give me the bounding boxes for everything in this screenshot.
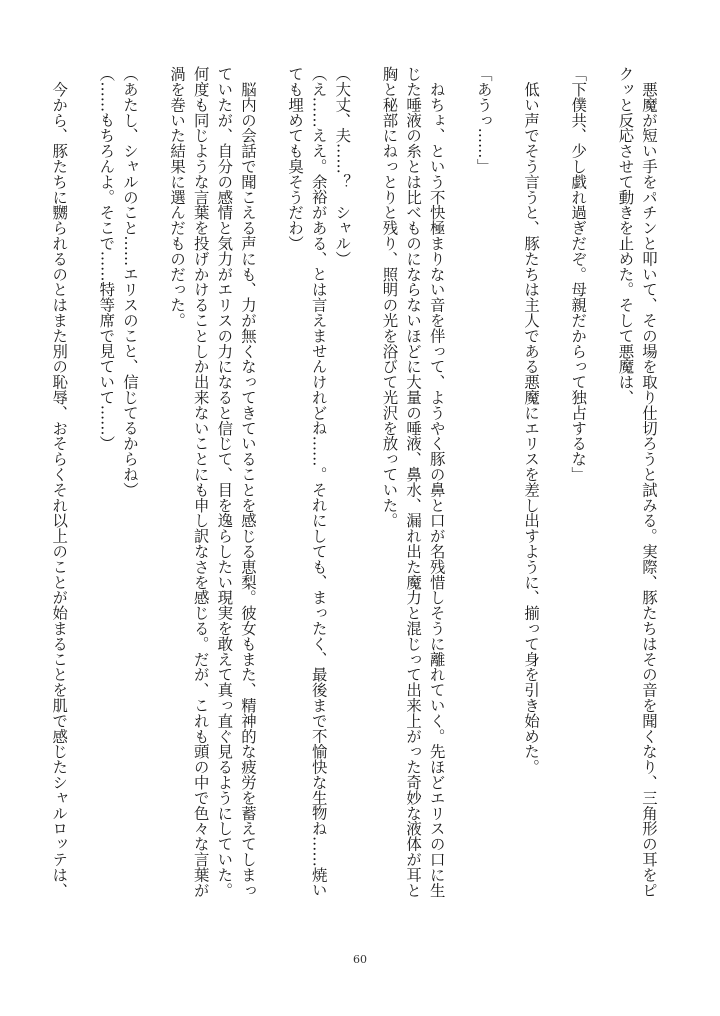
text-line: ていたが、自分の感情と気力がエリスの力になると信じて、目を逸らしたい現実を敢えて真っ直ぐ見るようにしていた。	[215, 66, 234, 898]
thought-line: （あたし、シャルのこと……エリスのこと、信じてるからね）	[120, 66, 139, 498]
vertical-text-body	[50, 66, 660, 946]
blank-line	[448, 66, 472, 946]
thought-line: （え……ええ。余裕がある、とは言えませんけれどね……。それにしても、まったく、最後まで不愉快な生物ね……焼い	[309, 66, 328, 898]
thought-line: （……もちろんよ。そこで……特等席で見ていて……）	[97, 66, 116, 451]
text-line: じた唾液の糸とは比べものにならないほどに大量の唾液、鼻水、漏れ出た魔力と混じって出来上がった奇妙な液体が耳と	[404, 66, 423, 898]
text-line: 脳内の会話で聞こえる声にも、力が無くなってきていることを感じる恵梨。彼女もまた、精神的な疲労を蓄えてしまっ	[238, 66, 257, 898]
text-line: クッと反応させて動きを止めた。そして悪魔は、	[616, 66, 635, 405]
blank-line	[589, 66, 613, 946]
blank-line	[353, 66, 377, 946]
blank-line	[141, 66, 165, 946]
blank-line	[70, 66, 94, 946]
dialogue-line: 「下僕共、少し戯れ過ぎだぞ。母親だからって独占するな」	[569, 66, 588, 482]
text-line: 低い声でそう言うと、豚たちは主人である悪魔にエリスを差し出すように、揃って身を引き始めた。	[522, 66, 541, 775]
text-line: 悪魔が短い手をパチンと叩いて、その場を取り仕切ろうと試みる。実際、豚たちはその音を聞くなり、三角形の耳をピ	[640, 66, 658, 898]
page-number: 60	[353, 953, 367, 966]
thought-line: （大丈、夫……？ シャル）	[333, 66, 352, 267]
text-line: 渦を巻いた結果に選んだものだった。	[168, 66, 187, 328]
blank-line	[542, 66, 566, 946]
text-line: 何度も同じような言葉を投げかけることしか出来ないことにも申し訳なさを感じる。だが、これも頭の中で色々な言葉が	[191, 66, 210, 898]
dialogue-line: 「あうっ……」	[474, 66, 493, 174]
text-line: 胸と秘部にねっとりと残り、照明の光を浴びて光沢を放っていた。	[380, 66, 399, 528]
blank-line	[495, 66, 519, 946]
thought-line: ても埋めても臭そうだわ）	[286, 66, 305, 251]
text-line: ねちょ、という不快極まりない音を伴って、ようやく豚の鼻と口が名残惜しそうに離れていく。先ほどエリスの口に生	[427, 66, 446, 898]
blank-line	[259, 66, 283, 946]
text-line: 今から、豚たちに嬲られるのとはまた別の恥辱、おそらくそれ以上のことが始まることを肌で感じたシャルロッテは、	[50, 66, 69, 898]
